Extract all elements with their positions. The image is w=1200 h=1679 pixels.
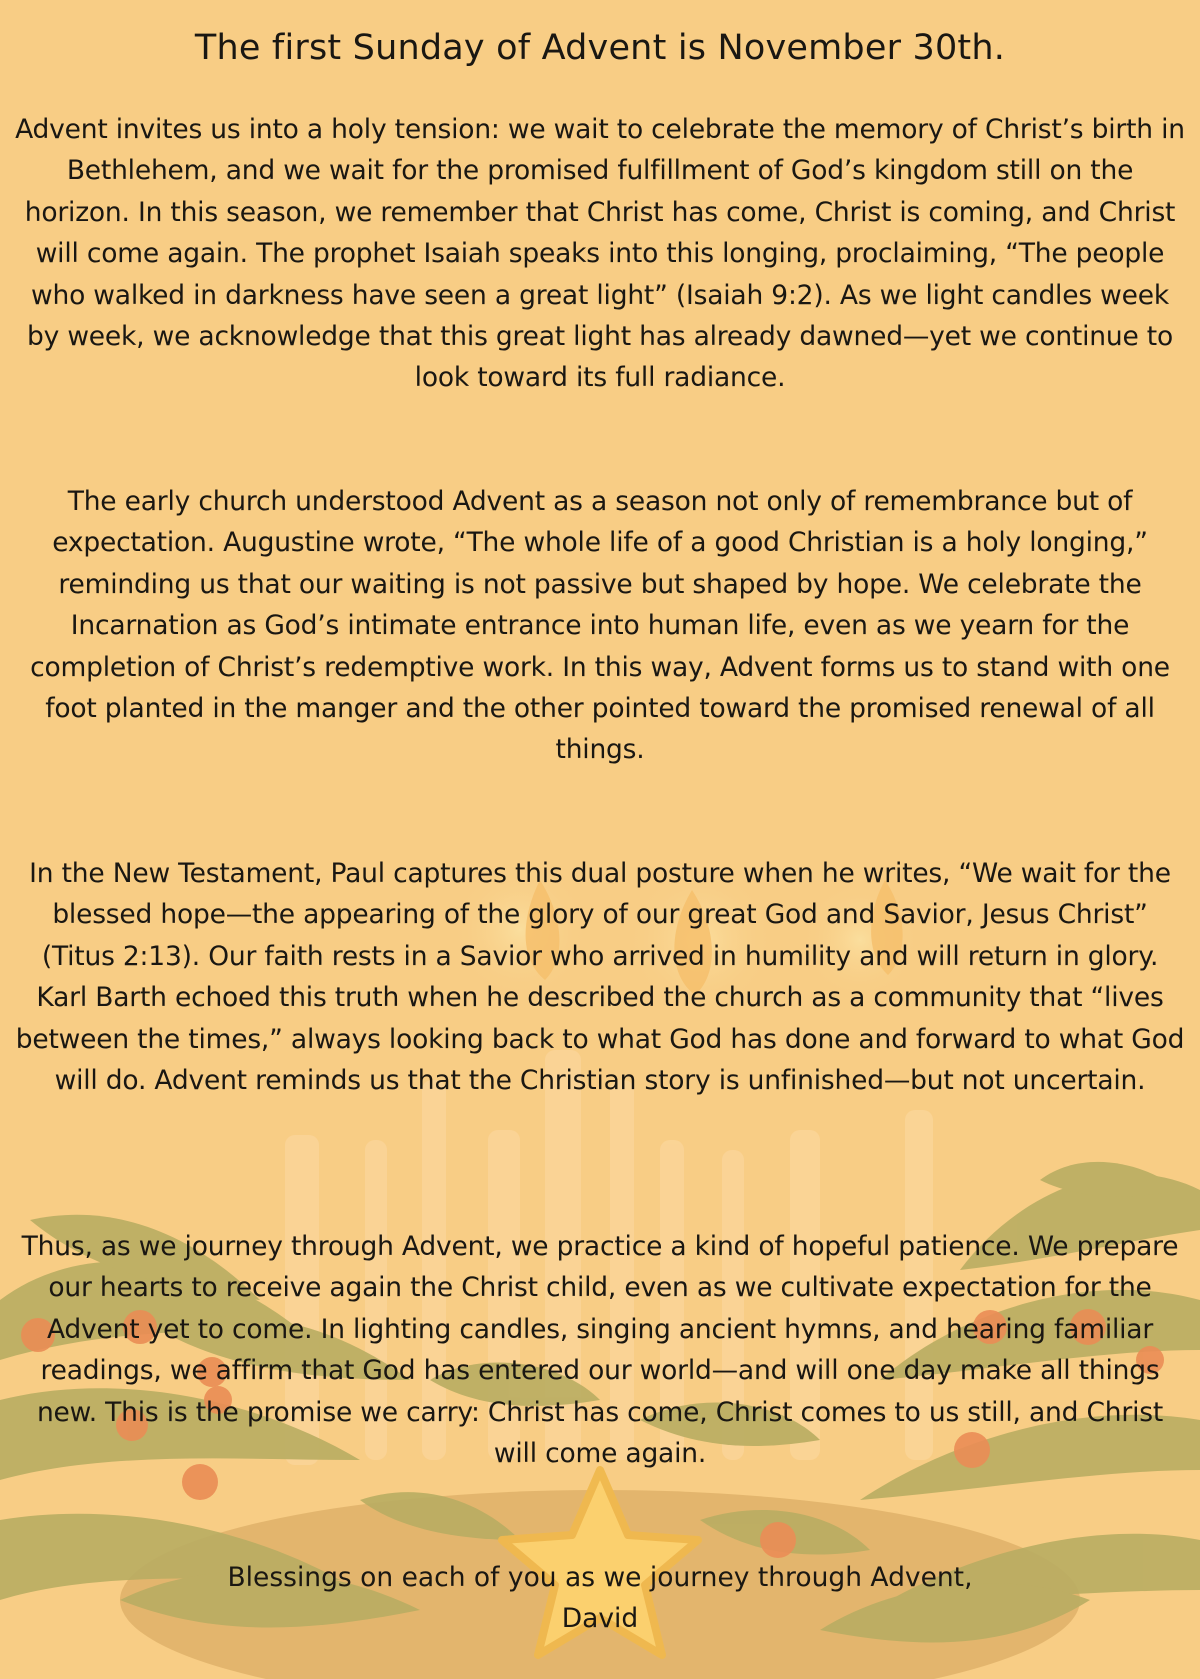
paragraph-hopeful-patience: Thus, as we journey through Advent, we practice a kind of hopeful patience. We prepare our hearts to receive again the Christ child, even as we cultivate expectation for the Advent yet to come. In lighting candles, singing ancient hymns, and hearing familiar readings, we affirm that God has entered our world—and will one day make all things new. This is the promise we carry: Christ has come, Christ comes to us still, and Christ will come again. [21,1231,1179,1470]
closing-line: Blessings on each of you as we journey through Advent, [227,1562,973,1593]
page-title: The first Sunday of Advent is November 30th. [194,28,1006,68]
letter-closing [0,1557,1200,1639]
paragraph-advent-tension: Advent invites us into a holy tension: we wait to celebrate the memory of Christ’s birth in Bethlehem, and we wait for the promised fulfillment of God’s kingdom still on the horizon. In this season, we remember that Christ has come, Christ is coming, and Christ will come again. The prophet Isaiah speaks into this longing, proclaiming, “The people who walked in darkness have seen a great light” (Isaiah 9:2). As we light candles week by week, we acknowledge that this great light has already dawned—yet we continue to look toward its full radiance. [15,114,1185,394]
signature: David [561,1603,639,1634]
paragraph-new-testament: In the New Testament, Paul captures this dual posture when he writes, “We wait for the blessed hope—the appearing of the glory of our great God and Savior, Jesus Christ” (Titus 2:13). Our faith rests in a Savior who arrived in humility and will return in glory. Karl Barth echoed this truth when he described the church as a community that “lives between the times,” always looking back to what God has done and forward to what God will do. Advent reminds us that the Christian story is unfinished—but not uncertain. [15,858,1185,1097]
paragraph-early-church: The early church understood Advent as a season not only of remembrance but of expectation. Augustine wrote, “The whole life of a good Christian is a holy longing,” reminding us that our waiting is not passive but shaped by hope. We celebrate the Incarnation as God’s intimate entrance into human life, even as we yearn for the completion of Christ’s redemptive work. In this way, Advent forms us to stand with one foot planted in the manger and the other pointed toward the promised renewal of all things. [30,486,1170,766]
